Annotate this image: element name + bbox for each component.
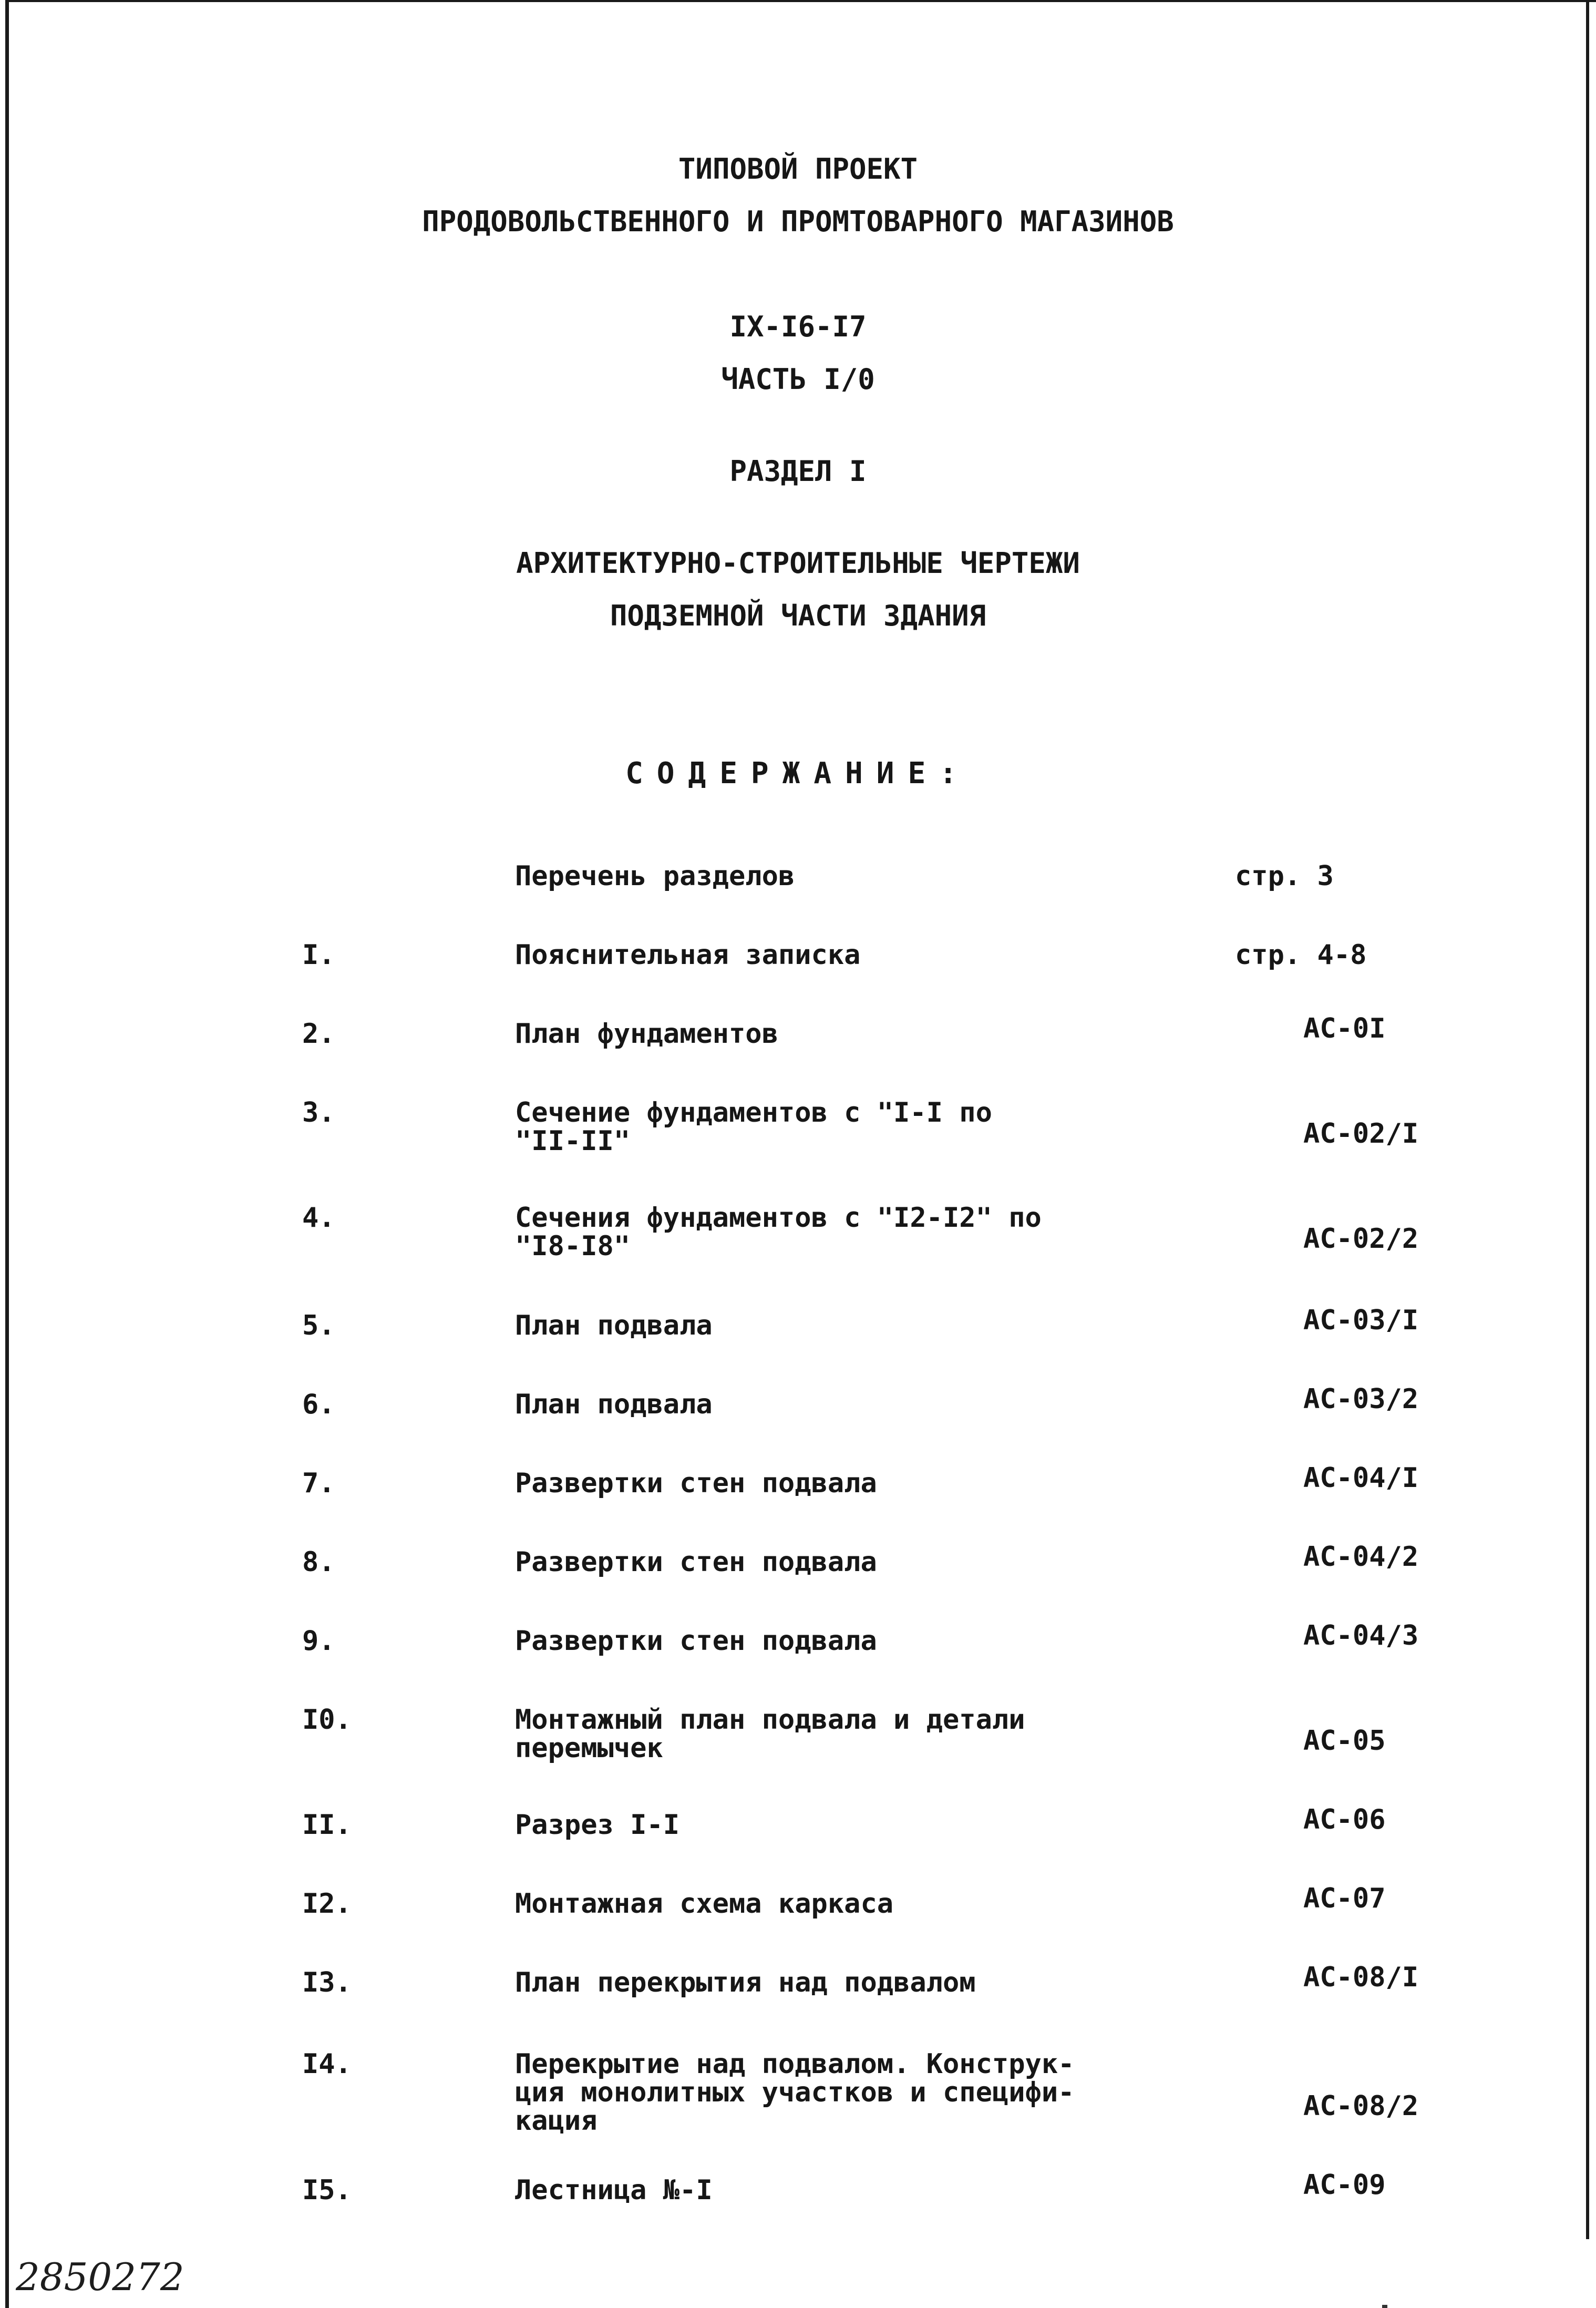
toc-title: Развертки стен подвала bbox=[515, 1468, 877, 1499]
toc-reference: АС-03/2 bbox=[1303, 1383, 1419, 1415]
toc-number: I. bbox=[302, 939, 335, 971]
toc-reference: стр. 3 bbox=[1235, 860, 1334, 892]
toc-title: План подвала bbox=[515, 1310, 713, 1341]
toc-title: Сечения фундаментов с "I2-I2" по "I8-I8" bbox=[515, 1202, 1042, 1262]
toc-title: План перекрытия над подвалом bbox=[515, 1967, 976, 1998]
toc-reference: АС-04/I bbox=[1303, 1462, 1419, 1494]
toc-reference: АС-08/I bbox=[1303, 1962, 1419, 1993]
toc-title: Монтажная схема каркаса bbox=[515, 1888, 894, 1920]
toc-reference: АС-02/I bbox=[1303, 1118, 1419, 1150]
toc-title: Пояснительная записка bbox=[515, 939, 861, 971]
toc-title: Лестница №-I bbox=[515, 2174, 713, 2206]
toc-reference: АС-05 bbox=[1303, 1725, 1386, 1757]
toc-number: 7. bbox=[302, 1468, 335, 1499]
toc-reference: стр. 4-8 bbox=[1235, 939, 1367, 971]
toc-number: II. bbox=[302, 1809, 352, 1841]
toc-title: Перечень разделов bbox=[515, 860, 795, 892]
part-label: ЧАСТЬ I/0 bbox=[721, 363, 875, 396]
toc-title: Развертки стен подвала bbox=[515, 1625, 877, 1657]
toc-reference: АС-08/2 bbox=[1303, 2090, 1419, 2122]
toc-reference: АС-09 bbox=[1303, 2169, 1386, 2201]
toc-number: 4. bbox=[302, 1202, 335, 1234]
toc-number: I3. bbox=[302, 1967, 352, 1998]
scan-mark bbox=[1382, 2305, 1387, 2308]
handwritten-inventory-number: 2850272 bbox=[16, 2255, 184, 2299]
toc-title: План подвала bbox=[515, 1389, 713, 1420]
section-label: РАЗДЕЛ I bbox=[729, 455, 867, 488]
toc-reference: АС-06 bbox=[1303, 1804, 1386, 1835]
toc-reference: АС-03/I bbox=[1303, 1305, 1419, 1336]
toc-reference: АС-04/2 bbox=[1303, 1541, 1419, 1573]
toc-title: Монтажный план подвала и детали перемычек bbox=[515, 1704, 1025, 1764]
toc-number: 8. bbox=[302, 1546, 335, 1578]
toc-title: Сечение фундаментов с "I-I по "II-II" bbox=[515, 1097, 992, 1157]
project-code: IX-I6-I7 bbox=[729, 310, 867, 343]
toc-number: 6. bbox=[302, 1389, 335, 1420]
toc-number: 3. bbox=[302, 1097, 335, 1129]
toc-number: 9. bbox=[302, 1625, 335, 1657]
toc-number: I2. bbox=[302, 1888, 352, 1920]
toc-reference: АС-0I bbox=[1303, 1013, 1386, 1044]
table-of-contents bbox=[0, 841, 1596, 2218]
toc-reference: АС-02/2 bbox=[1303, 1223, 1419, 1255]
section-subtitle-line1: АРХИТЕКТУРНО-СТРОИТЕЛЬНЫЕ ЧЕРТЕЖИ bbox=[516, 547, 1080, 580]
doc-title-line1: ТИПОВОЙ ПРОЕКТ bbox=[678, 152, 918, 186]
toc-reference: АС-04/3 bbox=[1303, 1620, 1419, 1651]
toc-number: I0. bbox=[302, 1704, 352, 1736]
toc-number: I5. bbox=[302, 2174, 352, 2206]
toc-number: 5. bbox=[302, 1310, 335, 1341]
toc-title: Перекрытие над подвалом. Конструк- ция монолитных участков и специфи- кация bbox=[515, 2048, 1075, 2137]
contents-heading: СОДЕРЖАНИЕ: bbox=[625, 756, 971, 791]
toc-title: Развертки стен подвала bbox=[515, 1546, 877, 1578]
toc-number: 2. bbox=[302, 1018, 335, 1050]
doc-title-line2: ПРОДОВОЛЬСТВЕННОГО И ПРОМТОВАРНОГО МАГАЗИНОВ bbox=[422, 205, 1174, 238]
toc-reference: АС-07 bbox=[1303, 1883, 1386, 1914]
toc-title: Разрез I-I bbox=[515, 1809, 680, 1841]
section-subtitle-line2: ПОДЗЕМНОЙ ЧАСТИ ЗДАНИЯ bbox=[610, 599, 986, 632]
toc-title: План фундаментов bbox=[515, 1018, 778, 1050]
page-border-top bbox=[5, 0, 1596, 2]
toc-number: I4. bbox=[302, 2048, 352, 2080]
